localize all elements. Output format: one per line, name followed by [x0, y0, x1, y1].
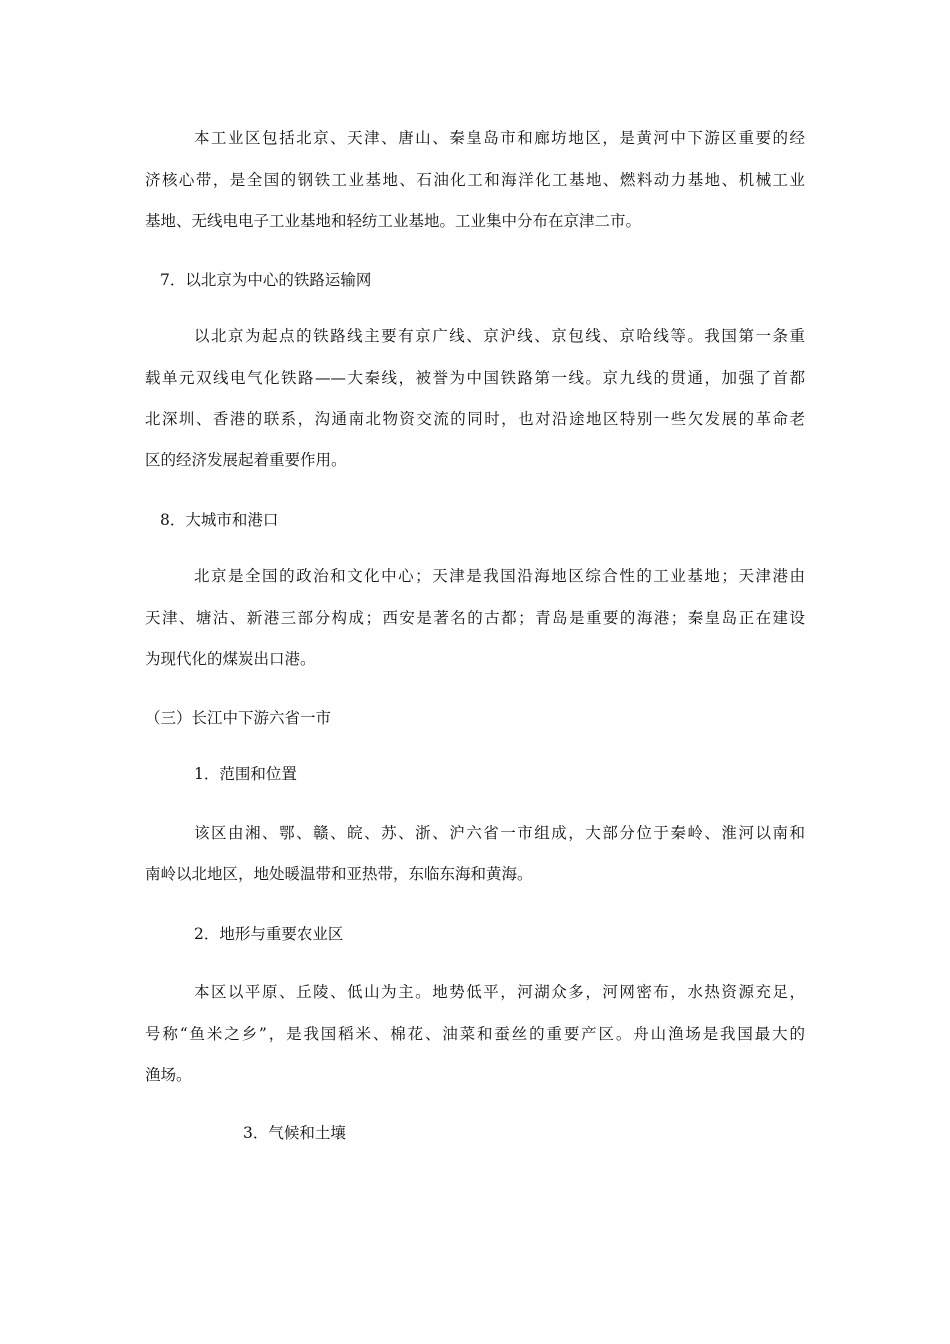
- paragraph-line: 济核心带，是全国的钢铁工业基地、石油化工和海洋化工基地、燃料动力基地、机械工业: [145, 171, 805, 189]
- section-heading: 2．地形与重要农业区: [194, 925, 344, 943]
- paragraph-line: 载单元双线电气化铁路——大秦线，被誉为中国铁路第一线。京九线的贯通，加强了首都: [145, 369, 805, 387]
- paragraph-line: 北京是全国的政治和文化中心；天津是我国沿海地区综合性的工业基地；天津港由: [194, 567, 805, 585]
- paragraph-line: 为现代化的煤炭出口港。: [145, 650, 316, 668]
- section-heading: 1．范围和位置: [194, 765, 297, 783]
- section-heading: 3．气候和土壤: [243, 1124, 346, 1142]
- paragraph-line: 以北京为起点的铁路线主要有京广线、京沪线、京包线、京哈线等。我国第一条重: [194, 327, 805, 345]
- section-heading: 8．大城市和港口: [160, 511, 279, 529]
- paragraph-line: 区的经济发展起着重要作用。: [145, 451, 347, 469]
- paragraph-line: 本区以平原、丘陵、低山为主。地势低平，河湖众多，河网密布，水热资源充足，: [194, 983, 805, 1001]
- paragraph-line: 北深圳、香港的联系，沟通南北物资交流的同时，也对沿途地区特别一些欠发展的革命老: [145, 410, 805, 428]
- paragraph-line: 该区由湘、鄂、赣、皖、苏、浙、沪六省一市组成，大部分位于秦岭、淮河以南和: [194, 824, 805, 842]
- paragraph-line: 天津、塘沽、新港三部分构成；西安是著名的古都；青岛是重要的海港；秦皇岛正在建设: [145, 609, 805, 627]
- paragraph-line: 号称“鱼米之乡”，是我国稻米、棉花、油菜和蚕丝的重要产区。舟山渔场是我国最大的: [145, 1025, 805, 1043]
- chapter-heading: （三）长江中下游六省一市: [145, 709, 332, 727]
- paragraph-line: 南岭以北地区，地处暖温带和亚热带，东临东海和黄海。: [145, 865, 533, 883]
- paragraph-line: 渔场。: [145, 1066, 192, 1084]
- paragraph-line: 本工业区包括北京、天津、唐山、秦皇岛市和廊坊地区，是黄河中下游区重要的经: [194, 129, 805, 147]
- section-heading: 7．以北京为中心的铁路运输网: [160, 271, 372, 289]
- paragraph-line: 基地、无线电电子工业基地和轻纺工业基地。工业集中分布在京津二市。: [145, 212, 642, 230]
